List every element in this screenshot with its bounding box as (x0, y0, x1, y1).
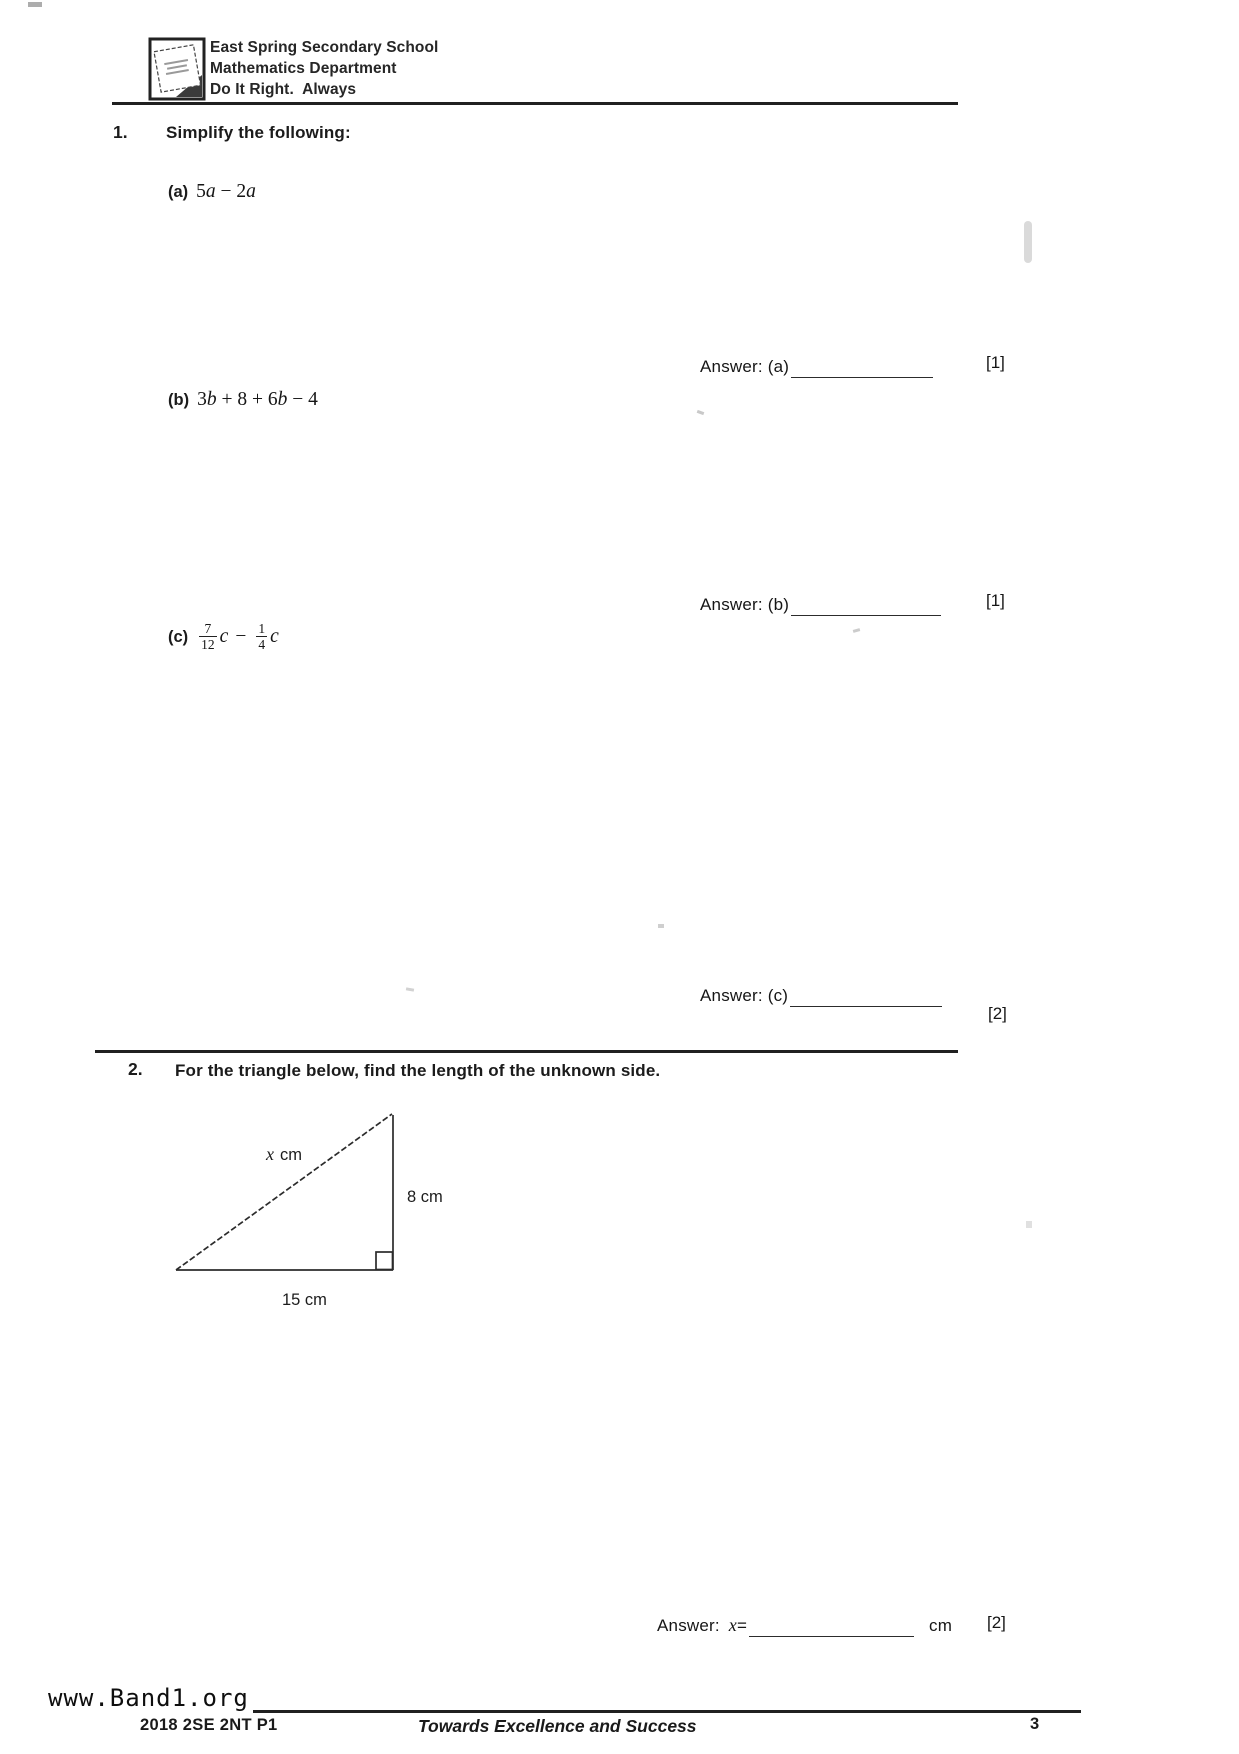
q1c-label: (c) (168, 627, 189, 646)
triangle-figure (150, 1098, 460, 1328)
footer-motto: Towards Excellence and Success (418, 1716, 697, 1736)
scan-artifact (697, 410, 705, 415)
q1c-var-2: c (270, 626, 279, 647)
department-name: Mathematics Department (210, 60, 397, 77)
q1a-label: (a) (168, 183, 189, 201)
scan-artifact (853, 628, 861, 633)
q1-number: 1. (113, 122, 128, 142)
watermark-url: www.Band1.org (48, 1684, 249, 1712)
scan-artifact (1026, 1221, 1032, 1228)
q1-prompt: Simplify the following: (166, 123, 351, 142)
fraction-denominator: 12 (201, 636, 215, 652)
section-divider (95, 1050, 958, 1053)
answer-x-unit: cm (929, 1616, 953, 1635)
header-divider (112, 102, 958, 105)
answer-x-row (657, 1615, 952, 1637)
answer-x-equals: = (736, 1616, 748, 1635)
q1c-fraction-1 (199, 622, 217, 653)
q1-part-a (168, 181, 256, 203)
q1-part-c (168, 612, 279, 662)
vertical-side-label: 8 cm (407, 1188, 443, 1206)
answer-a-row (700, 357, 933, 378)
q1b-label: (b) (168, 391, 190, 409)
page-number: 3 (1030, 1715, 1040, 1733)
hypotenuse-unit-label: cm (280, 1146, 302, 1164)
scan-artifact (1024, 221, 1032, 263)
answer-x-var: x (728, 1615, 737, 1635)
answer-c-label: Answer: (c) (700, 986, 789, 1005)
school-logo-icon (148, 37, 206, 101)
answer-b-row (700, 595, 941, 616)
q1c-var-1: c (219, 626, 229, 647)
base-label: 15 cm (282, 1291, 327, 1309)
paper-code: 2018 2SE 2NT P1 (140, 1716, 278, 1734)
q1a-expression: 5a − 2a (196, 181, 256, 202)
footer-divider (253, 1710, 1081, 1713)
answer-a-marks: [1] (986, 353, 1005, 372)
q1-part-b (168, 389, 318, 411)
fraction-denominator: 4 (258, 636, 266, 652)
q1c-minus-operator: − (235, 626, 247, 647)
q1b-expression: 3b + 8 + 6b − 4 (197, 389, 318, 410)
fraction-numerator: 1 (258, 620, 266, 636)
right-angle-marker (376, 1252, 393, 1270)
q2-prompt: For the triangle below, find the length of the unknown side. (175, 1061, 661, 1080)
answer-b-marks: [1] (986, 591, 1005, 610)
school-name: East Spring Secondary School (210, 39, 439, 56)
answer-a-blank (791, 365, 933, 378)
answer-x-marks: [2] (987, 1613, 1006, 1632)
answer-x-blank (749, 1624, 914, 1637)
fraction-numerator: 7 (204, 620, 212, 636)
hypotenuse-line (176, 1114, 392, 1270)
answer-a-label: Answer: (a) (700, 357, 790, 376)
answer-c-row (700, 986, 942, 1007)
scan-artifact (406, 987, 414, 991)
answer-b-label: Answer: (b) (700, 595, 790, 614)
answer-x-prefix: Answer: (657, 1616, 720, 1635)
answer-c-marks: [2] (988, 1004, 1007, 1023)
school-motto: Do It Right. Always (210, 81, 357, 98)
scan-artifact (658, 924, 664, 928)
answer-c-blank (790, 994, 942, 1007)
q2-number: 2. (128, 1059, 143, 1079)
answer-b-blank (791, 603, 941, 616)
hypotenuse-var-label: x (266, 1144, 274, 1164)
q1c-fraction-2 (256, 622, 267, 653)
scan-artifact (28, 2, 42, 7)
